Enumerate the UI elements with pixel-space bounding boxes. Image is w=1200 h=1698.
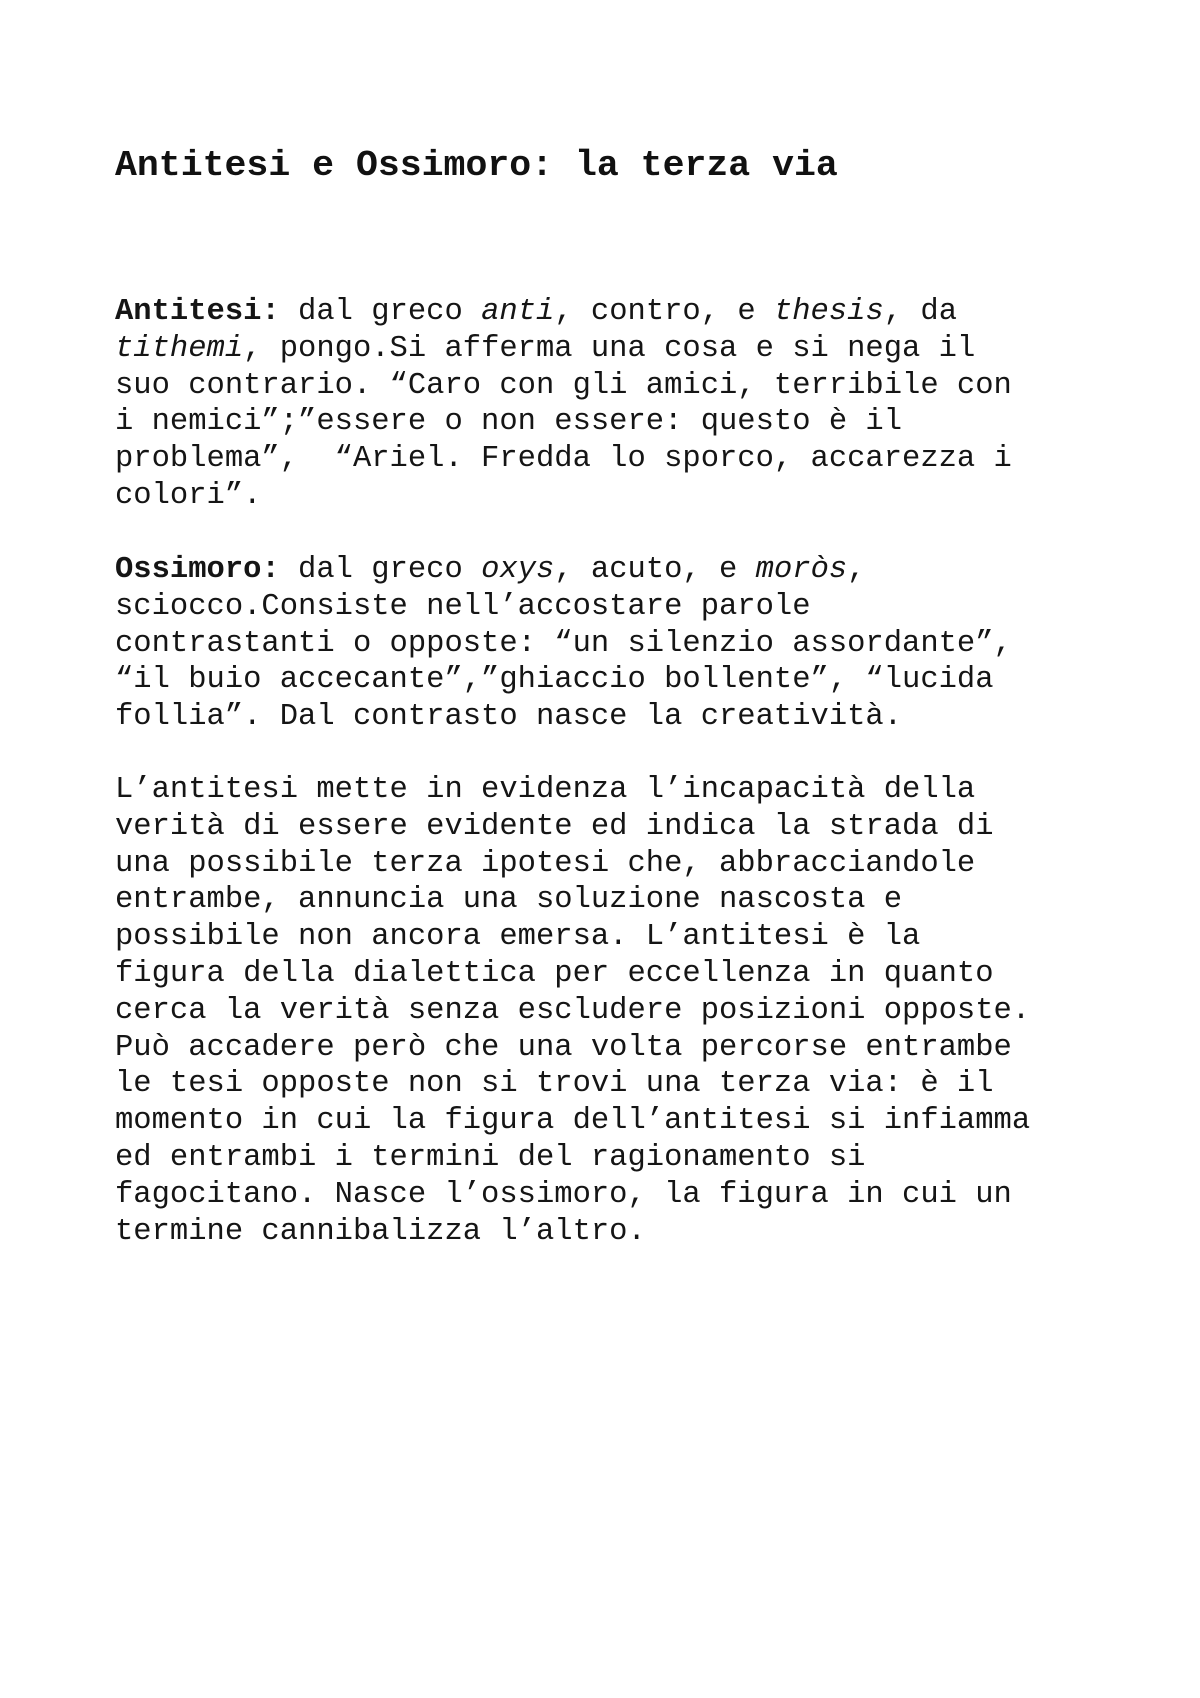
- commento-line: cerca la verità senza escludere posizioni opposte.: [115, 993, 1031, 1028]
- ossimoro-term: Ossimoro: [115, 553, 262, 587]
- commento-line: fagocitano. Nasce l’ossimoro, la figura in cui un: [115, 1177, 1012, 1212]
- antitesi-text: dal greco: [279, 295, 482, 329]
- antitesi-term: Antitesi: [115, 295, 262, 329]
- ossimoro-text: dal greco: [279, 553, 482, 587]
- commento-line: figura della dialettica per eccellenza in quanto: [115, 956, 994, 991]
- ossimoro-term-colon: :: [261, 553, 280, 587]
- ossimoro-text: ,: [847, 553, 866, 587]
- commento-line: possibile non ancora emersa. L’antitesi è la: [115, 920, 921, 955]
- antitesi-term-colon: :: [261, 295, 280, 329]
- antitesi-line: problema”, “Ariel. Fredda lo sporco, accarezza i: [115, 442, 1012, 477]
- ossimoro-line: contrastanti o opposte: “un silenzio assordante”,: [115, 626, 1012, 661]
- antitesi-etymon-thesis: thesis: [773, 295, 884, 329]
- ossimoro-text: , acuto, e: [554, 553, 756, 587]
- antitesi-text: , contro, e: [554, 295, 774, 329]
- antitesi-etymon-tithemi: tithemi: [115, 331, 244, 366]
- antitesi-paragraph: [115, 294, 1115, 515]
- ossimoro-line: “il buio accecante”,”ghiaccio bollente”, “lucida: [115, 663, 994, 698]
- ossimoro-paragraph: [115, 552, 1115, 736]
- commento-line: L’antitesi mette in evidenza l’incapacità della: [115, 773, 976, 807]
- commento-line: Può accadere però che una volta percorse entrambe: [115, 1030, 1012, 1065]
- antitesi-text: , pongo.Si afferma una cosa e si nega il: [243, 331, 976, 366]
- page-title: Antitesi e Ossimoro: la terza via: [115, 145, 838, 186]
- antitesi-line: suo contrario. “Caro con gli amici, terribile con: [115, 368, 1012, 403]
- commento-line: termine cannibalizza l’altro.: [115, 1214, 646, 1249]
- commento-paragraph: [115, 772, 1115, 1250]
- commento-line: ed entrambi i termini del ragionamento si: [115, 1140, 866, 1175]
- antitesi-line: i nemici”;”essere o non essere: questo è il: [115, 405, 903, 440]
- antitesi-text: , da: [883, 295, 957, 329]
- antitesi-etymon-anti: anti: [481, 295, 555, 329]
- ossimoro-line: sciocco.Consiste nell’accostare parole: [115, 589, 811, 624]
- commento-line: entrambe, annuncia una soluzione nascosta e: [115, 883, 903, 918]
- commento-line: una possibile terza ipotesi che, abbracciandole: [115, 846, 976, 881]
- antitesi-line: colori”.: [115, 478, 262, 513]
- ossimoro-etymon-moros: moròs: [755, 553, 848, 587]
- commento-line: le tesi opposte non si trovi una terza via: è il: [115, 1067, 994, 1102]
- ossimoro-line: follia”. Dal contrasto nasce la creatività.: [115, 700, 903, 735]
- ossimoro-etymon-oxys: oxys: [481, 553, 555, 587]
- commento-line: verità di essere evidente ed indica la strada di: [115, 809, 994, 844]
- commento-line: momento in cui la figura dell’antitesi si infiamma: [115, 1104, 1031, 1139]
